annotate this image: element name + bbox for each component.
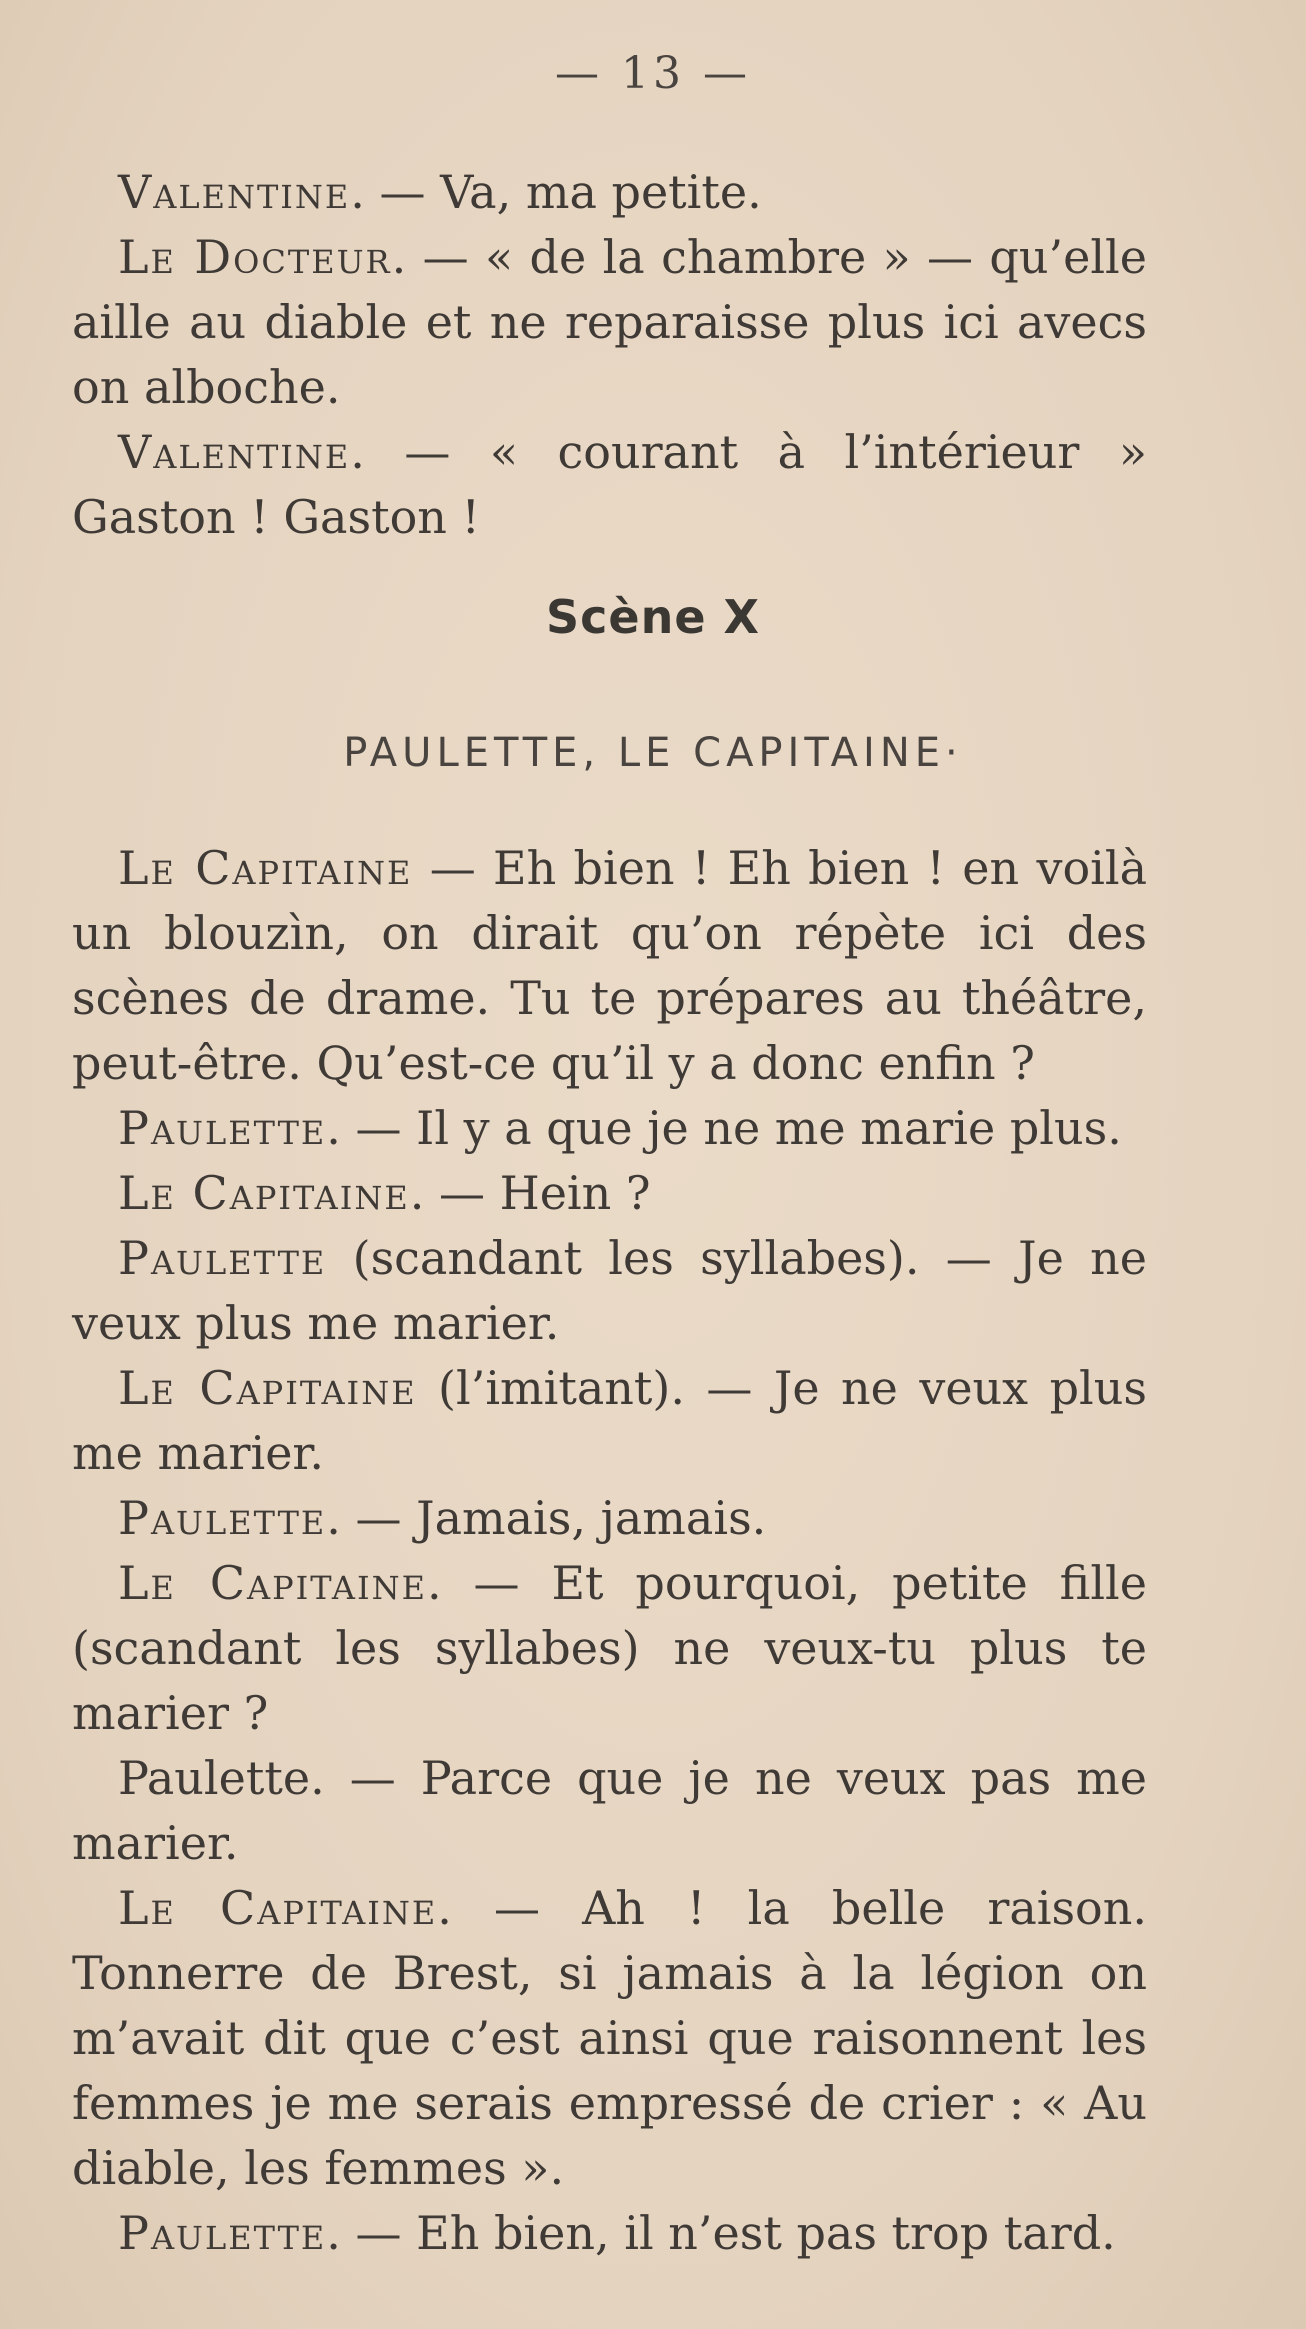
line-text: . — Eh bien, il n’est pas trop tard. (326, 2206, 1116, 2260)
speaker-name: Valentine (118, 425, 351, 479)
dialogue-line (72, 1876, 1147, 2201)
line-text: . — Parce que je ne veux pas me marier. (72, 1751, 1147, 1870)
line-text: (scandant les syllabes). — Je ne veux plus me marier. (72, 1231, 1147, 1350)
speaker-name: Le Capitaine (118, 841, 413, 895)
dialogue-line (72, 1161, 1147, 1226)
line-text: . — Il y a que je ne me marie plus. (326, 1101, 1122, 1155)
line-text: . — Et pourquoi, petite fille (scandant les syllabes) ne veux-tu plus te marier ? (72, 1556, 1147, 1740)
line-text: . — Ah ! la belle raison. Tonnerre de Brest, si jamais à la légion on m’avait dit que c’est ainsi que raisonnent les femmes je me serais empressé de crier : « Au diable, les femmes ». (72, 1881, 1148, 2195)
scene-dialogue (72, 836, 1147, 2266)
page-number: — 13 — (555, 48, 751, 99)
line-text: (l’imitant). — Je ne veux plus me marier. (72, 1361, 1147, 1480)
line-text: . — « de la chambre » — qu’elle aille au diable et ne reparaisse plus ici avecs on alboche. (72, 230, 1147, 414)
dialogue-line (72, 160, 1147, 225)
speaker-name: Le Capitaine (118, 1166, 410, 1220)
line-text: . — « courant à l’intérieur » Gaston ! Gaston ! (72, 425, 1147, 544)
speaker-name: Paulette (118, 1491, 327, 1545)
dialogue-line (72, 836, 1147, 1096)
speaker-name: Le Capitaine (118, 1556, 427, 1610)
scene-title: Scène X (545, 590, 761, 644)
dialogue-line (72, 225, 1147, 420)
speaker-name: Le Docteur (118, 230, 392, 284)
line-text: . — Jamais, jamais. (326, 1491, 767, 1545)
dialogue-line (72, 1746, 1147, 1876)
dialogue-line (72, 2201, 1147, 2266)
line-text: . — Hein ? (409, 1166, 651, 1220)
speaker-name: Paulette (118, 1231, 327, 1285)
line-text: . — Va, ma petite. (350, 165, 762, 219)
speaker-name: Le Capitaine (118, 1361, 417, 1415)
line-text: — Eh bien ! Eh bien ! en voilà un blouzìn, on dirait qu’on répète ici des scènes de drame. Tu te prépares au théâtre, peut-être. Qu’est-ce qu’il y a donc enfin ? (72, 841, 1147, 1090)
dialogue-line (72, 1486, 1147, 1551)
speaker-name: Paulette (118, 1101, 327, 1155)
dialogue-line (72, 1096, 1147, 1161)
speaker-name: Valentine (118, 165, 351, 219)
dialogue-line (72, 420, 1147, 550)
top-dialogue (72, 160, 1147, 550)
speaker-name: Paulette (118, 2206, 327, 2260)
dialogue-line (72, 1356, 1147, 1486)
scene-characters: PAULETTE, LE CAPITAINE· (343, 730, 963, 776)
dialogue-line (72, 1551, 1147, 1746)
speaker-name: Le Capitaine (118, 1881, 438, 1935)
speaker-name: Paulette (118, 1751, 311, 1805)
dialogue-line (72, 1226, 1147, 1356)
